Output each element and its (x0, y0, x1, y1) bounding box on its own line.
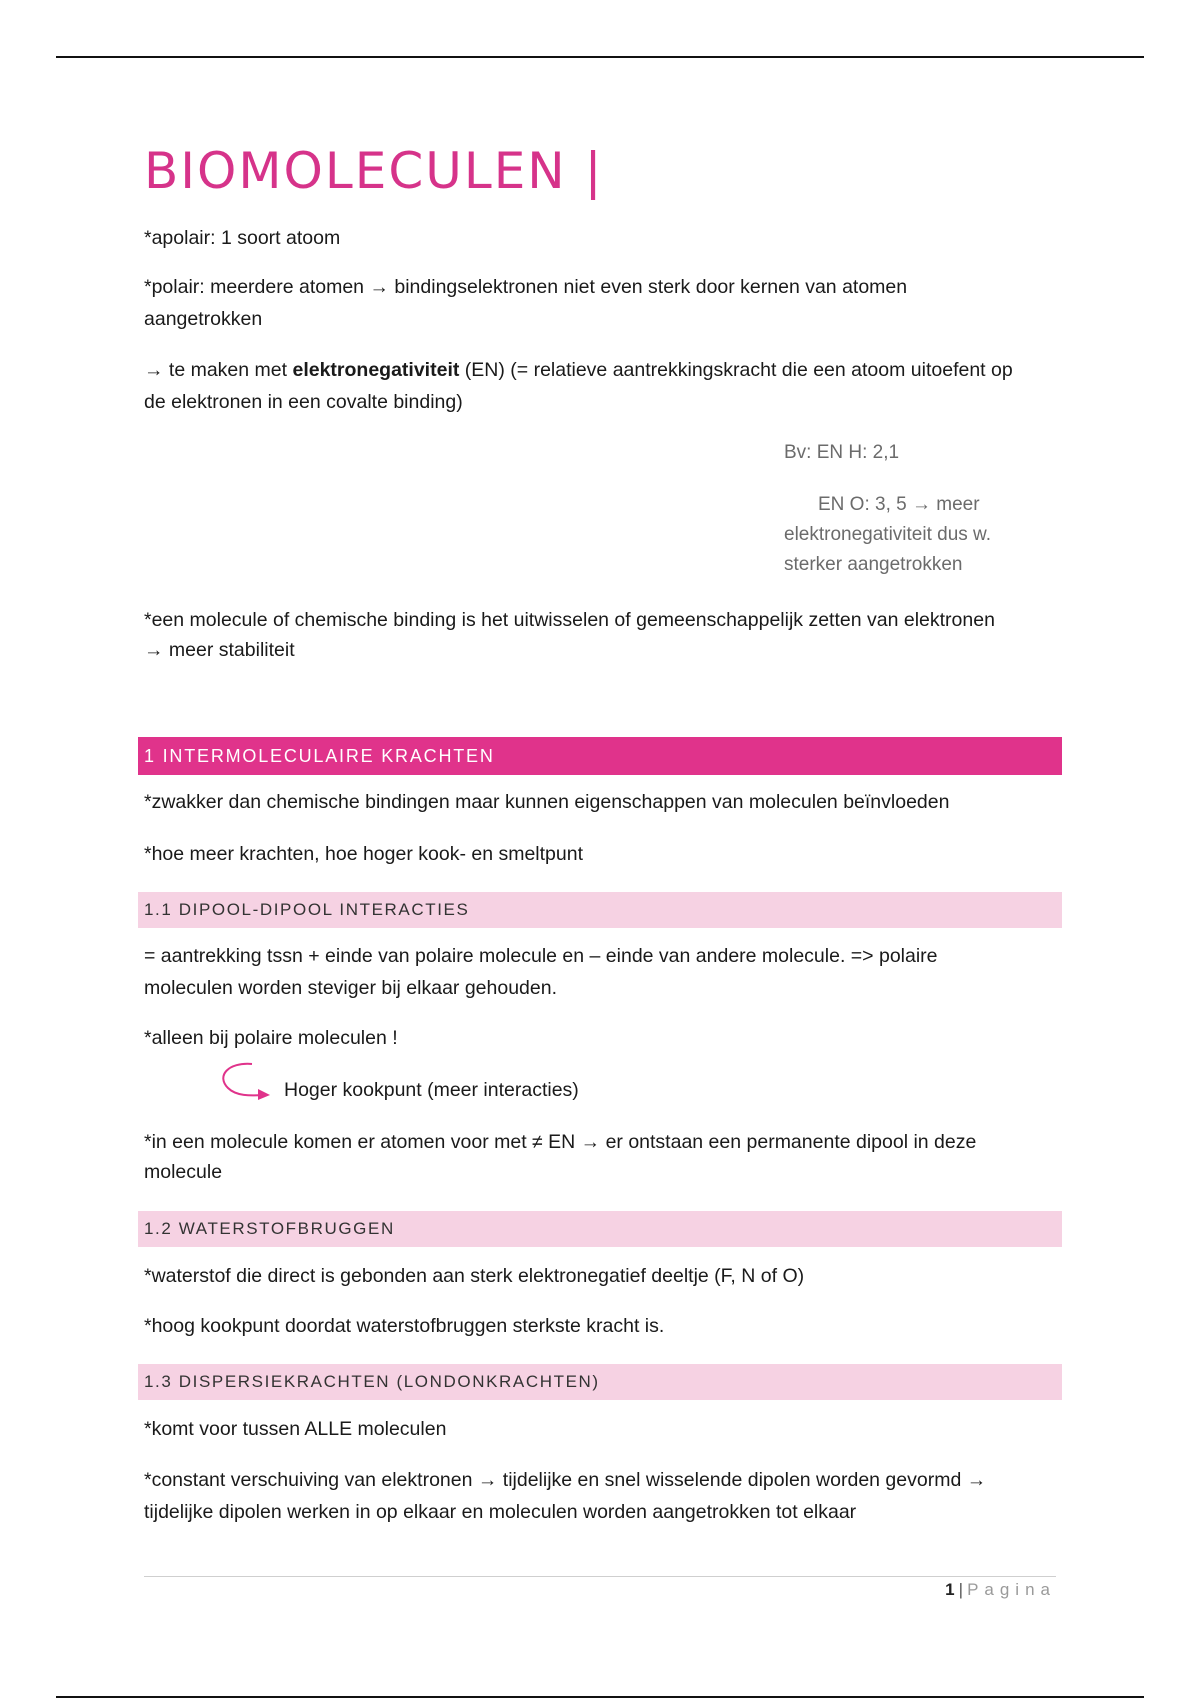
section-1-3-line1: *komt voor tussen ALLE moleculen (144, 1418, 447, 1440)
section-1-line1: *zwakker dan chemische bindingen maar kunnen eigenschappen van moleculen beïnvloeden (144, 791, 950, 813)
section-1-1-heading (138, 892, 1062, 928)
intro-en-prefix: → te maken met (144, 359, 293, 381)
footer-separator: | (958, 1580, 964, 1599)
section-1-2-line1: *waterstof die direct is gebonden aan sterk elektronegatief deeltje (F, N of O) (144, 1265, 805, 1287)
curved-arrow-icon (214, 1058, 278, 1104)
intro-en-line1 (144, 354, 1062, 386)
section-1-2-line2: *hoog kookpunt doordat waterstofbruggen sterkste kracht is. (144, 1315, 665, 1337)
section-1-2-heading-text: 1.2 WATERSTOFBRUGGEN (144, 1219, 395, 1238)
term-elektronegativiteit: elektronegativiteit (292, 359, 460, 381)
page-label: Pagina (967, 1580, 1056, 1599)
section-1-3-heading (138, 1364, 1062, 1400)
page-number: 1 (945, 1580, 955, 1599)
footer-divider (144, 1576, 1056, 1577)
molecule-line2: → meer stabiliteit (144, 639, 295, 661)
page-footer (945, 1580, 1056, 1600)
intro-en-suffix: (EN) (= relatieve aantrekkingskracht die een atoom uitoefent op (459, 359, 1013, 381)
section-1-3-line3: tijdelijke dipolen werken in op elkaar en moleculen worden aangetrokken tot elkaar (144, 1501, 857, 1523)
intro-polair-line1: *polair: meerdere atomen → bindingselektronen niet even sterk door kernen van atomen (144, 276, 908, 298)
intro-polair-line2: aangetrokken (144, 308, 263, 330)
section-1-1-line3: *alleen bij polaire moleculen ! (144, 1027, 398, 1049)
section-1-1-line2: moleculen worden steviger bij elkaar gehouden. (144, 977, 558, 999)
top-rule (56, 56, 1144, 58)
molecule-line1: *een molecule of chemische binding is het uitwisselen of gemeenschappelijk zetten van elektronen (144, 609, 995, 631)
section-1-1-heading-text: 1.1 DIPOOL-DIPOOL INTERACTIES (144, 900, 470, 919)
intro-apolair: *apolair: 1 soort atoom (144, 227, 341, 249)
section-1-heading-text: 1 INTERMOLECULAIRE KRACHTEN (144, 746, 495, 766)
section-1-line2: *hoe meer krachten, hoe hoger kook- en smeltpunt (144, 843, 584, 865)
example-en-o: EN O: 3, 5 → meer elektronegativiteit dus w. sterker aangetrokken (784, 494, 992, 575)
example-en-h: Bv: EN H: 2,1 (784, 442, 900, 463)
document-title: BIOMOLECULEN | (144, 142, 604, 200)
section-1-1-line1: = aantrekking tssn + einde van polaire molecule en – einde van andere molecule. => polaire (144, 945, 938, 967)
section-1-heading (138, 737, 1062, 775)
section-1-1-line5: molecule (144, 1161, 223, 1183)
bottom-rule (56, 1696, 1144, 1698)
section-1-2-heading (138, 1211, 1062, 1247)
intro-en-line2: de elektronen in een covalte binding) (144, 391, 463, 413)
section-1-3-line2: *constant verschuiving van elektronen → tijdelijke en snel wisselende dipolen worden gevormd → (144, 1469, 987, 1491)
section-1-1-line4: *in een molecule komen er atomen voor met ≠ EN → er ontstaan een permanente dipool in deze (144, 1131, 977, 1153)
section-1-3-heading-text: 1.3 DISPERSIEKRACHTEN (LONDONKRACHTEN) (144, 1372, 600, 1391)
arrow-note: Hoger kookpunt (meer interacties) (284, 1079, 579, 1101)
